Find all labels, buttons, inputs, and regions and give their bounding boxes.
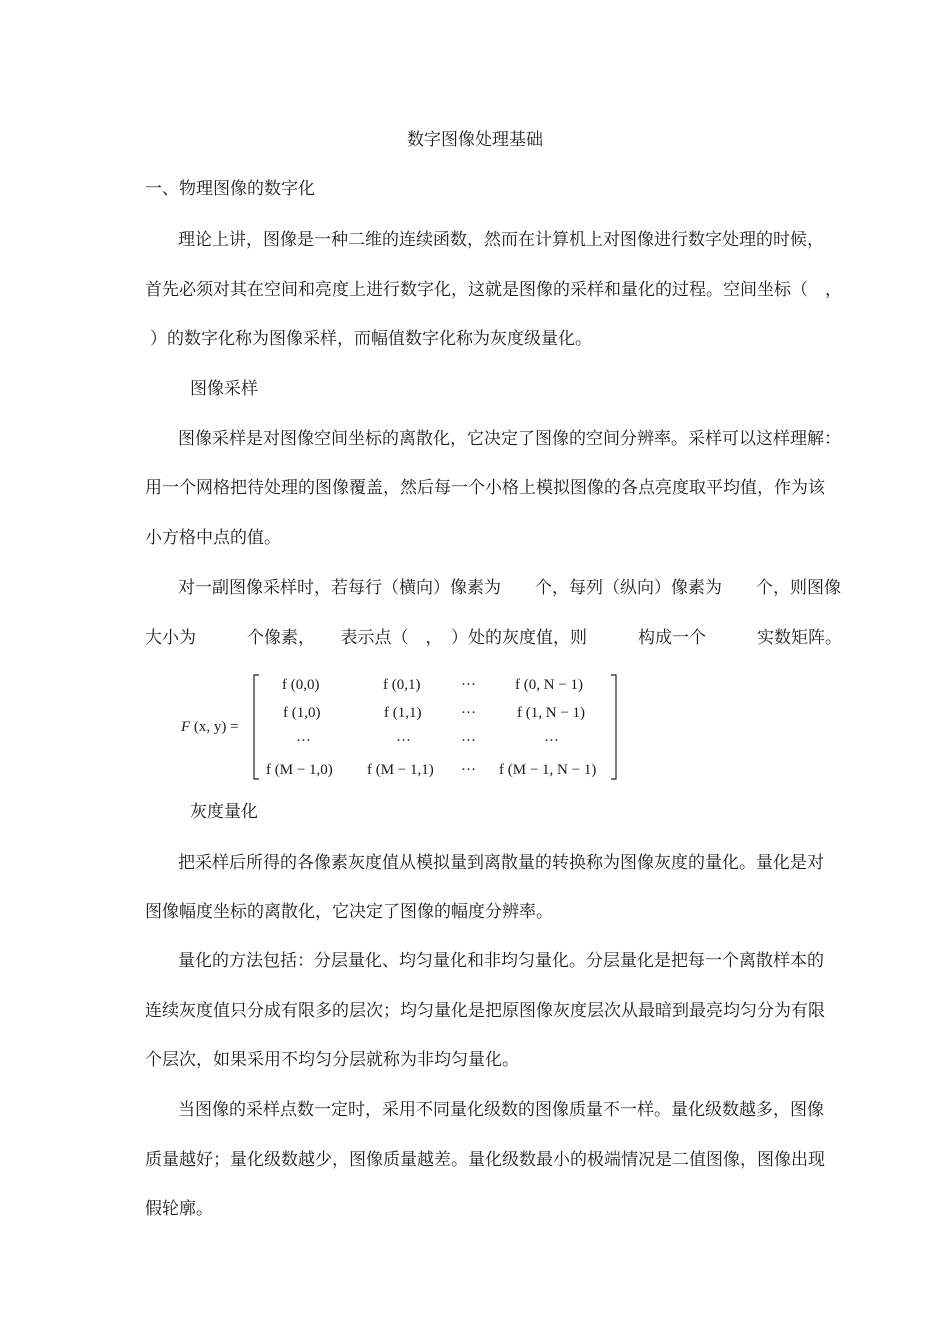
matrix-cell: f (M − 1,1) [367,762,434,778]
paragraph-line: 量化的方法包括：分层量化、均匀量化和非均匀量化。分层量化是把每一个离散样本的 [178,951,824,971]
matrix-cell: ··· [544,733,559,749]
page-title: 数字图像处理基础 [407,130,543,150]
matrix-cell: ··· [296,733,311,749]
matrix-cell: f (1,0) [283,705,321,721]
matrix-cell: f (M − 1,0) [266,762,333,778]
matrix-cell: f (1, N − 1) [517,705,586,721]
section-heading-digitization: 一、物理图像的数字化 [145,179,315,199]
matrix-cell: ··· [461,762,476,778]
matrix-cell: f (0,1) [383,677,421,693]
matrix-cell: ··· [396,733,411,749]
paragraph-line: 小方格中点的值。 [145,528,281,548]
paragraph-line: 质量越好；量化级数越少，图像质量越差。量化级数最小的极端情况是二值图像，图像出现 [145,1150,825,1170]
paragraph-line: 图像幅度坐标的离散化，它决定了图像的幅度分辨率。 [145,902,553,922]
matrix-formula [178,672,628,784]
matrix-lhs-args: (x, y) = [193,719,239,735]
matrix-cell: ··· [461,677,476,693]
paragraph-line: 大小为 个像素， 表示点（ ， ）处的灰度值，则 构成一个 实数矩阵。 [145,628,842,648]
subheading-quantization: 灰度量化 [190,802,258,822]
matrix-lhs [181,718,239,736]
paragraph-line: 首先必须对其在空间和亮度上进行数字化，这就是图像的采样和量化的过程。空间坐标（ ， [145,280,842,300]
paragraph-line: 假轮廓。 [145,1199,213,1219]
paragraph-line: 连续灰度值只分成有限多的层次；均匀量化是把原图像灰度层次从最暗到最亮均匀分为有限 [145,1001,825,1021]
matrix-cell: f (0, N − 1) [515,677,584,693]
matrix-cell: ··· [461,733,476,749]
paragraph-line: 当图像的采样点数一定时，采用不同量化级数的图像质量不一样。量化级数越多，图像 [178,1100,824,1120]
paragraph-line: 个层次，如果采用不均匀分层就称为非均匀量化。 [145,1050,519,1070]
matrix-cell: ··· [461,705,476,721]
matrix-cell: f (1,1) [384,705,422,721]
paragraph-line: 对一副图像采样时，若每行（横向）像素为 个，每列（纵向）像素为 个，则图像 [178,578,841,598]
subheading-sampling: 图像采样 [190,379,258,399]
matrix-cell: f (M − 1, N − 1) [499,762,597,778]
right-bracket [610,674,618,780]
left-bracket [252,674,260,780]
paragraph-line: 用一个网格把待处理的图像覆盖，然后每一个小格上模拟图像的各点亮度取平均值，作为该 [145,478,825,498]
paragraph-line: 理论上讲，图像是一种二维的连续函数，然而在计算机上对图像进行数字处理的时候， [178,230,824,250]
matrix-cell: f (0,0) [282,677,320,693]
matrix-lhs-function: F [181,719,191,735]
paragraph-line: 把采样后所得的各像素灰度值从模拟量到离散量的转换称为图像灰度的量化。量化是对 [178,853,824,873]
paragraph-line: ）的数字化称为图像采样，而幅值数字化称为灰度级量化。 [150,329,592,349]
paragraph-line: 图像采样是对图像空间坐标的离散化，它决定了图像的空间分辨率。采样可以这样理解： [178,429,841,449]
